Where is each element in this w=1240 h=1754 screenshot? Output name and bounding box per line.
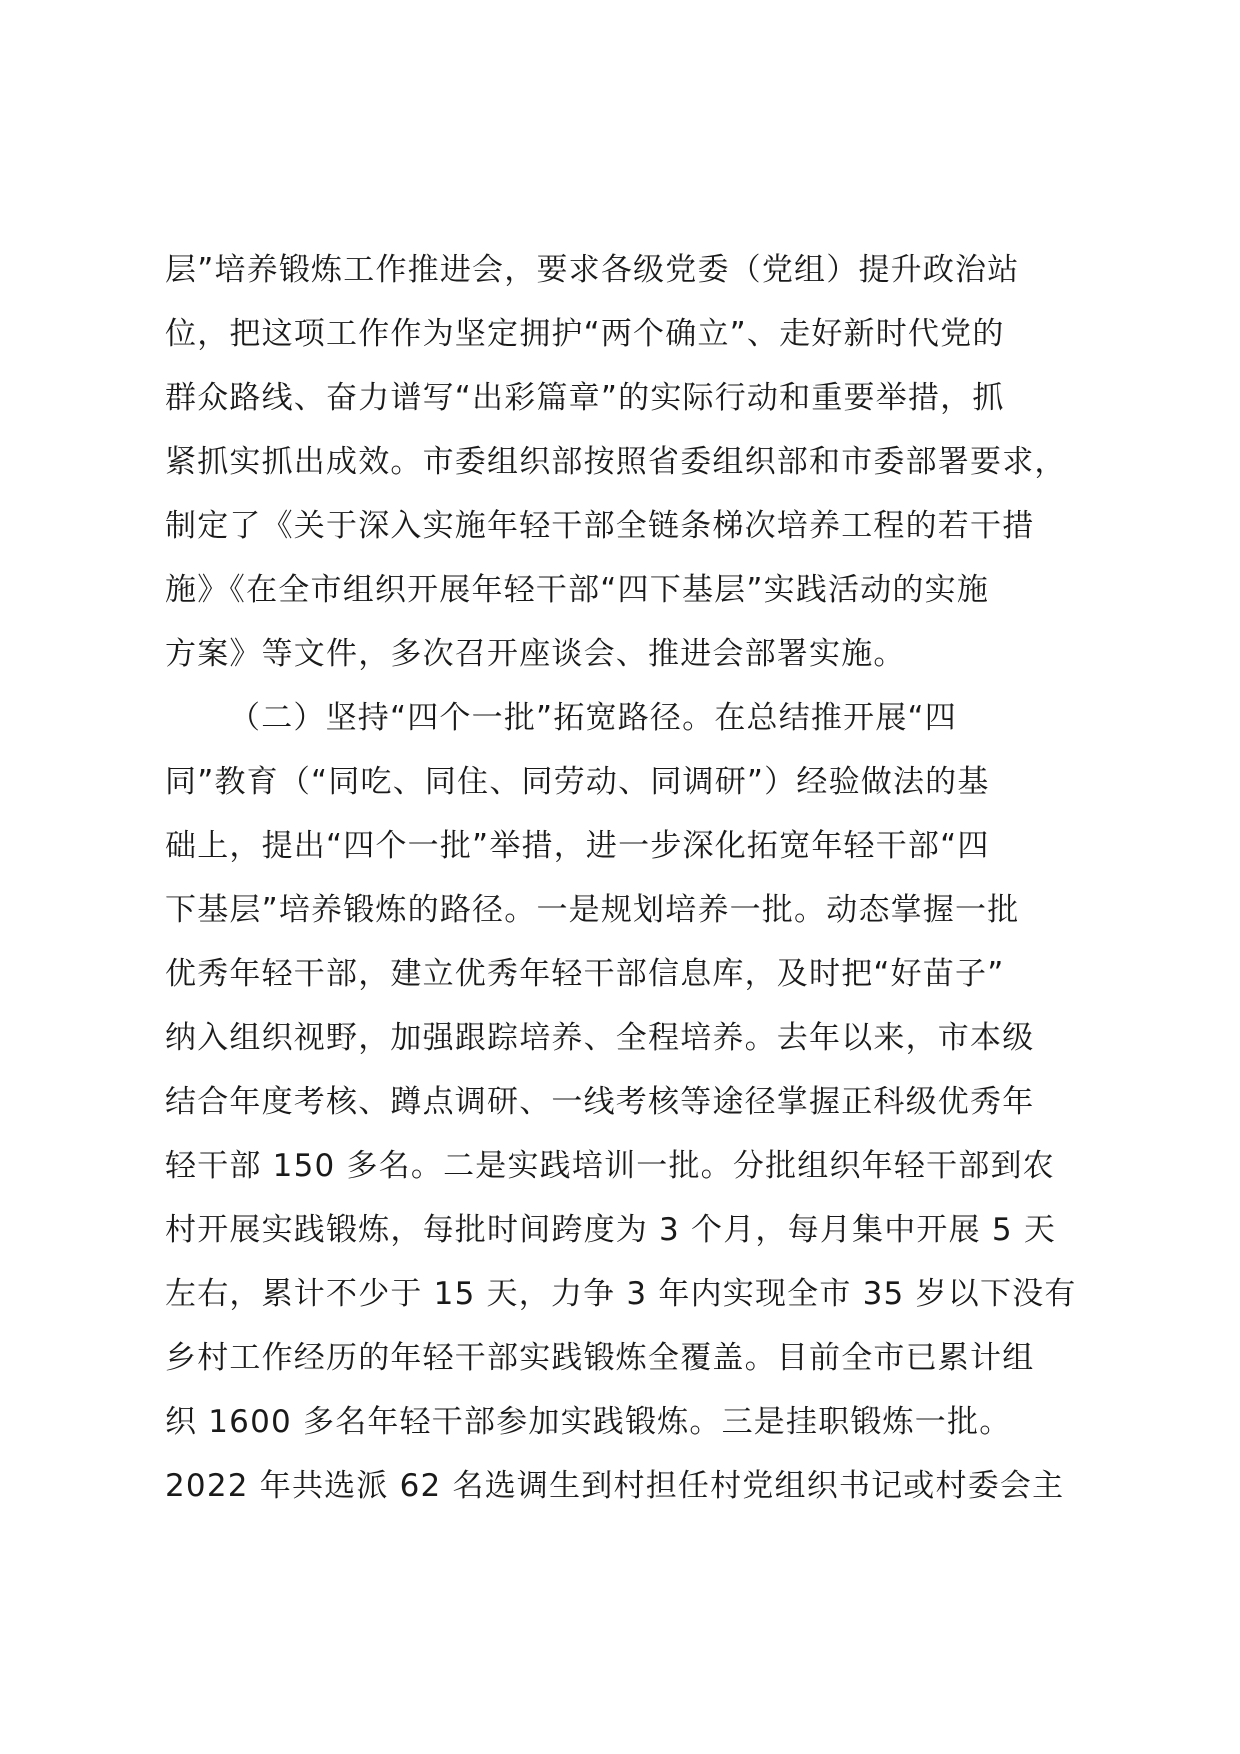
body-text-line: 2022 年共选派 62 名选调生到村担任村党组织书记或村委会主	[165, 1468, 1065, 1504]
body-text-line: 结合年度考核、蹲点调研、一线考核等途径掌握正科级优秀年	[165, 1084, 1035, 1120]
body-text-line: 施》《在全市组织开展年轻干部“四下基层”实践活动的实施	[165, 572, 990, 608]
body-text-line: 层”培养锻炼工作推进会，要求各级党委（党组）提升政治站	[165, 252, 1020, 288]
body-text-line: 制定了《关于深入实施年轻干部全链条梯次培养工程的若干措	[165, 508, 1035, 544]
body-text-line: 础上，提出“四个一批”举措，进一步深化拓宽年轻干部“四	[165, 828, 990, 864]
body-text-line: 紧抓实抓出成效。市委组织部按照省委组织部和市委部署要求，	[165, 444, 1067, 480]
body-text-line: 轻干部 150 多名。二是实践培训一批。分批组织年轻干部到农	[165, 1148, 1055, 1184]
body-text-line: 村开展实践锻炼，每批时间跨度为 3 个月，每月集中开展 5 天	[165, 1212, 1057, 1248]
body-text-line: 织 1600 多名年轻干部参加实践锻炼。三是挂职锻炼一批。	[165, 1404, 1012, 1440]
body-text-line: 方案》等文件，多次召开座谈会、推进会部署实施。	[165, 636, 906, 672]
body-text-line: 乡村工作经历的年轻干部实践锻炼全覆盖。目前全市已累计组	[165, 1340, 1035, 1376]
body-text-line: 下基层”培养锻炼的路径。一是规划培养一批。动态掌握一批	[165, 892, 1020, 928]
body-text-line: 纳入组织视野，加强跟踪培养、全程培养。去年以来，市本级	[165, 1020, 1035, 1056]
body-text-line: 同”教育（“同吃、同住、同劳动、同调研”）经验做法的基	[165, 764, 990, 800]
body-text-line: 群众路线、奋力谱写“出彩篇章”的实际行动和重要举措，抓	[165, 380, 1005, 416]
body-text-line: 左右，累计不少于 15 天，力争 3 年内实现全市 35 岁以下没有	[165, 1276, 1077, 1312]
section-heading-line: （二）坚持“四个一批”拓宽路径。在总结推开展“四	[229, 700, 957, 736]
body-text-line: 位，把这项工作作为坚定拥护“两个确立”、走好新时代党的	[165, 316, 1005, 352]
body-text-line: 优秀年轻干部，建立优秀年轻干部信息库，及时把“好苗子”	[165, 956, 1005, 992]
